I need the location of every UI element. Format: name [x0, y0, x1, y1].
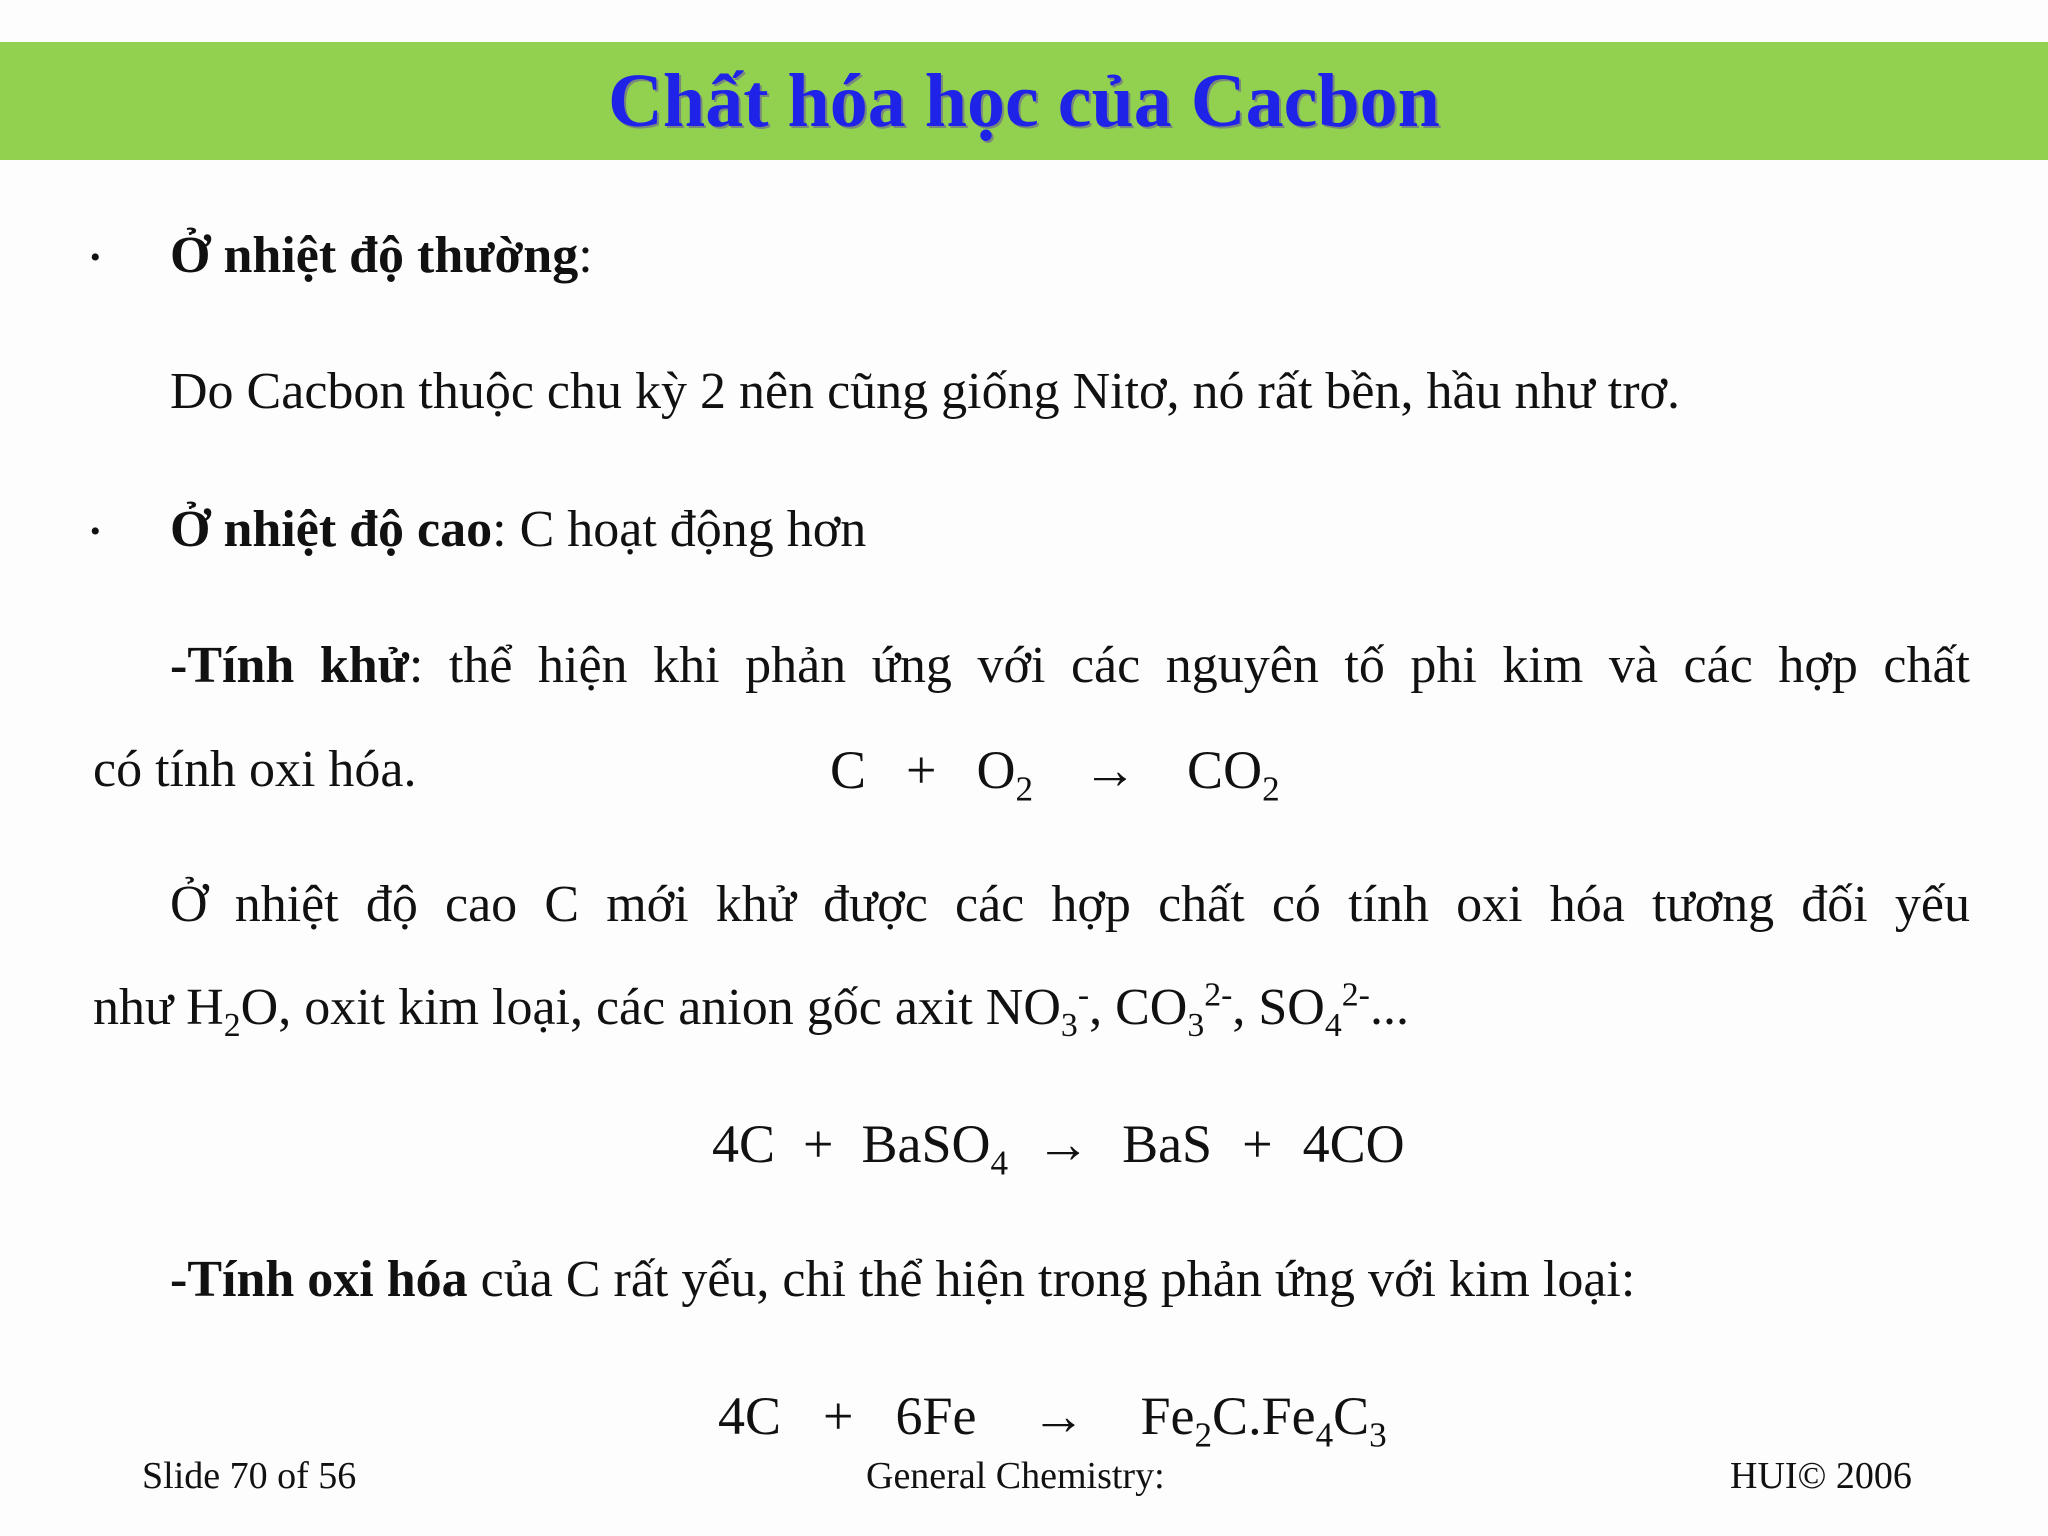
eq1-reactant-1: C	[830, 740, 867, 800]
eq3-reactant-2: 6Fe	[895, 1386, 977, 1446]
reduce-text: : thể hiện khi phản ứng với các nguyên tố phi kim và các hợp chất	[408, 637, 1970, 694]
bullet-2-line	[170, 500, 866, 560]
bullet-1-colon: :	[578, 227, 593, 284]
eq2-reactant-1: 4C	[712, 1114, 776, 1174]
eq3-plus: +	[823, 1386, 854, 1446]
eq1-product: $CO_2$	[1187, 740, 1280, 809]
equation-1	[830, 740, 1280, 809]
reduce-line-1	[170, 636, 1970, 696]
oxid-text: của C rất yếu, chỉ thể hiện trong phản ứng với kim loại:	[467, 1251, 1636, 1308]
oxid-line	[170, 1250, 1635, 1310]
eq3-arrow: →	[1031, 1386, 1086, 1446]
eq2-reactant-2: BaSO$_4$	[861, 1114, 1009, 1183]
bullet-1-body: Do Cacbon thuộc chu kỳ 2 nên cũng giống Nitơ, nó rất bền, hầu như trơ.	[170, 363, 1681, 420]
footer-course: General Chemistry:	[866, 1455, 1165, 1497]
equation-3	[718, 1386, 1387, 1455]
bullet-2-heading: Ở nhiệt độ cao	[170, 501, 493, 558]
eq2-product-2: 4CO	[1302, 1114, 1405, 1174]
reduce-line-2: có tính oxi hóa.	[93, 741, 417, 798]
footer-copyright: HUI© 2006	[1730, 1455, 1912, 1497]
eq3-reactant-1: 4C	[718, 1386, 782, 1446]
bullet-2-rest: : C hoạt động hơn	[492, 501, 867, 558]
footer-slide-number: Slide 70 of 56	[142, 1455, 357, 1497]
bullet-dot-2: •	[90, 515, 101, 548]
eq1-reactant-2: $O_2$	[976, 740, 1034, 809]
bullet-1-line	[170, 226, 593, 286]
eq1-arrow: →	[1083, 740, 1138, 800]
bullet-1-heading: Ở nhiệt độ thường	[170, 227, 579, 284]
high-temp-line-1: Ở nhiệt độ cao C mới khử được các hợp chất có tính oxi hóa tương đối yếu	[170, 876, 1970, 933]
eq3-product: $Fe_2C.Fe_4C_3$	[1140, 1386, 1387, 1455]
eq2-plus-2: +	[1242, 1114, 1273, 1174]
slide-title: Chất hóa học của Cacbon	[608, 58, 1440, 143]
eq2-product-1: BaS	[1122, 1114, 1213, 1174]
title-bar	[0, 42, 2048, 160]
eq1-plus: +	[906, 740, 937, 800]
reduce-heading: -Tính khử	[170, 637, 409, 694]
eq2-arrow: →	[1036, 1114, 1091, 1174]
eq2-plus: +	[803, 1114, 834, 1174]
oxid-heading: -Tính oxi hóa	[170, 1251, 468, 1308]
equation-2	[712, 1114, 1405, 1183]
bullet-dot-1: •	[90, 241, 101, 274]
ions-line: như $H_2O$, oxit kim loại, các anion gốc axit $NO_3^-$, $CO_3^{2-}$, $SO_4^{2-}$...	[93, 976, 1409, 1044]
